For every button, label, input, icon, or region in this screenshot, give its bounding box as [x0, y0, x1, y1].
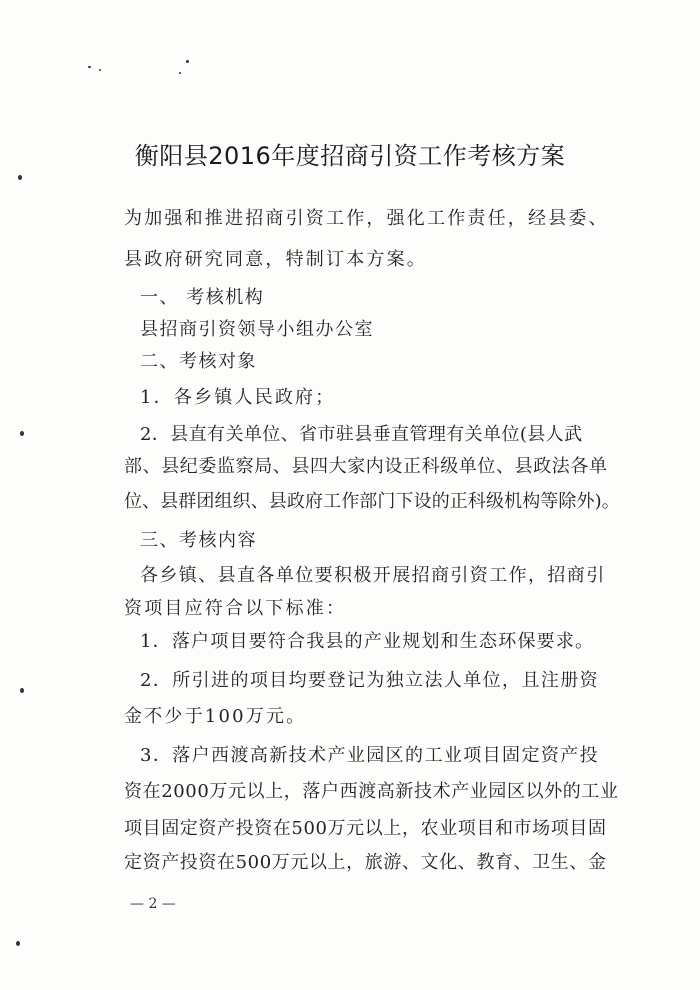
section2-heading: 二、考核对象 — [140, 351, 257, 372]
section3-item3-line4: 定资产投资在500万元以上，旅游、文化、教育、卫生、金 — [124, 852, 607, 873]
section3-intro-line1: 各乡镇、县直各单位要积极开展招商引资工作，招商引 — [140, 565, 606, 586]
scan-speck — [179, 72, 181, 74]
section3-item3-line1: 3．落户西渡高新技术产业园区的工业项目固定资产投 — [140, 745, 600, 766]
document-title: 衡阳县2016年度招商引资工作考核方案 — [134, 142, 566, 170]
section1-heading: 一、 考核机构 — [140, 287, 265, 308]
binding-hole-mark — [20, 431, 24, 436]
section2-item2-line2: 部、县纪委监察局、县四大家内设正科级单位、县政法各单 — [124, 456, 608, 477]
section3-item3-line2: 资在2000万元以上，落户西渡高新技术产业园区以外的工业 — [124, 781, 619, 802]
section2-item2-line1: 2．县直有关单位、省市驻县垂直管理有关单位(县人武 — [140, 424, 583, 445]
section1-body: 县招商引资领导小组办公室 — [140, 319, 374, 340]
section3-heading: 三、考核内容 — [140, 530, 257, 551]
scan-speck — [88, 66, 91, 68]
binding-hole-mark — [16, 941, 20, 946]
binding-hole-mark — [20, 688, 24, 693]
section3-item3-line3: 项目固定资产投资在500万元以上，农业项目和市场项目固 — [124, 818, 607, 839]
page-number: — 2 — — [130, 896, 176, 912]
section3-item2-line2: 金不少于100万元。 — [124, 706, 307, 727]
binding-hole-mark — [18, 175, 22, 180]
intro-line-1: 为加强和推进招商引资工作，强化工作责任，经县委、 — [124, 208, 609, 229]
intro-line-2: 县政府研究同意，特制订本方案。 — [124, 249, 427, 270]
section3-item2-line1: 2．所引进的项目均要登记为独立法人单位，且注册资 — [140, 670, 600, 691]
section2-item1: 1．各乡镇人民政府； — [140, 387, 336, 408]
section3-intro-line2: 资项目应符合以下标准： — [124, 598, 347, 619]
scan-speck — [99, 69, 101, 71]
section2-item2-line3: 位、县群团组织、县政府工作部门下设的正科级机构等除外)。 — [124, 491, 620, 512]
scan-speck — [186, 60, 189, 63]
section3-item1: 1．落户项目要符合我县的产业规划和生态环保要求。 — [140, 631, 595, 652]
